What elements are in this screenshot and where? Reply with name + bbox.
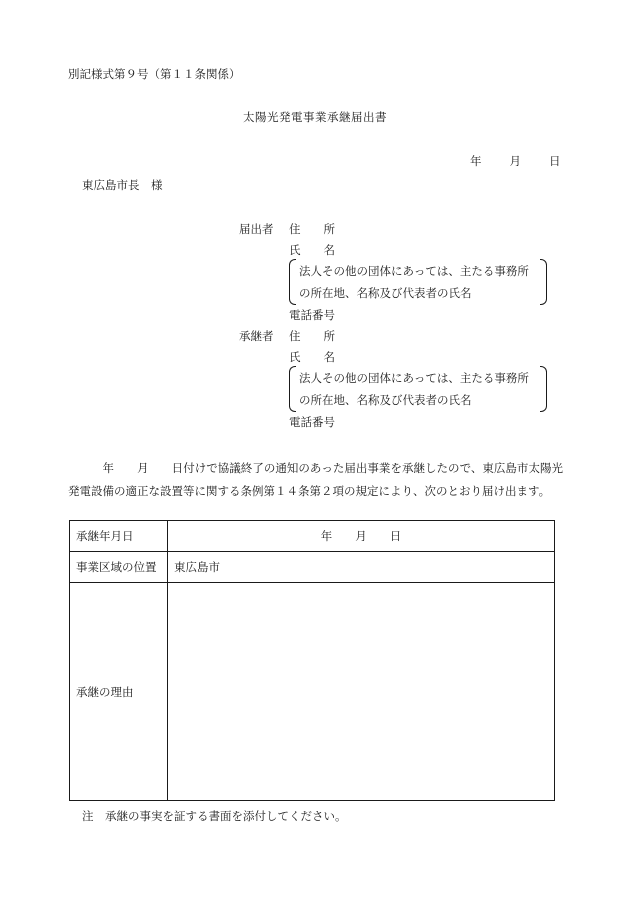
form-number: 別記様式第９号（第１１条関係） [68, 67, 241, 81]
succession-table [69, 520, 555, 801]
project-location-value: 東広島市 [168, 552, 555, 583]
successor-address-label: 住 所 [289, 329, 335, 343]
successor-corp-note-line2: の所在地、名称及び代表者の氏名 [299, 393, 472, 407]
successor-phone-label: 電話番号 [289, 415, 335, 429]
successor-corp-note [289, 366, 547, 412]
notifier-corp-note-line1: 法人その他の団体にあっては、主たる事務所 [299, 264, 529, 278]
notifier-address-label: 住 所 [289, 222, 335, 236]
table-row [70, 583, 555, 801]
footnote: 注 承継の事実を証する書面を添付してください。 [82, 809, 347, 823]
succession-date-label: 承継年月日 [70, 521, 168, 552]
succession-date-value: 年 月 日 [168, 521, 555, 552]
table-row [70, 521, 555, 552]
date-line [470, 153, 561, 169]
notifier-name-label: 氏 名 [289, 243, 335, 257]
successor-section-label: 承継者 [239, 329, 274, 343]
successor-corp-note-line1: 法人その他の団体にあっては、主たる事務所 [299, 371, 529, 385]
succession-reason-value [168, 583, 555, 801]
notifier-corp-note [289, 259, 547, 305]
bracket-left [289, 259, 296, 305]
notifier-phone-label: 電話番号 [289, 308, 335, 322]
date-day: 日 [549, 154, 561, 168]
bracket-right [540, 259, 547, 305]
addressee: 東広島市長 様 [82, 178, 163, 192]
body-paragraph: 年 月 日付けで協議終了の通知のあった届出事業を承継したので、東広島市太陽光発電設備の適正な設置等に関する条例第１４条第２項の規定により、次のとおり届け出ます。 [68, 461, 563, 498]
table-row [70, 552, 555, 583]
date-year: 年 [470, 154, 482, 168]
notifier-corp-note-line2: の所在地、名称及び代表者の氏名 [299, 286, 472, 300]
date-month: 月 [509, 154, 521, 168]
notifier-section-label: 届出者 [239, 222, 274, 236]
project-location-label: 事業区域の位置 [70, 552, 168, 583]
bracket-right [540, 366, 547, 412]
document-title: 太陽光発電事業承継届出書 [243, 110, 387, 124]
successor-name-label: 氏 名 [289, 350, 335, 364]
bracket-left [289, 366, 296, 412]
succession-reason-label: 承継の理由 [70, 583, 168, 801]
